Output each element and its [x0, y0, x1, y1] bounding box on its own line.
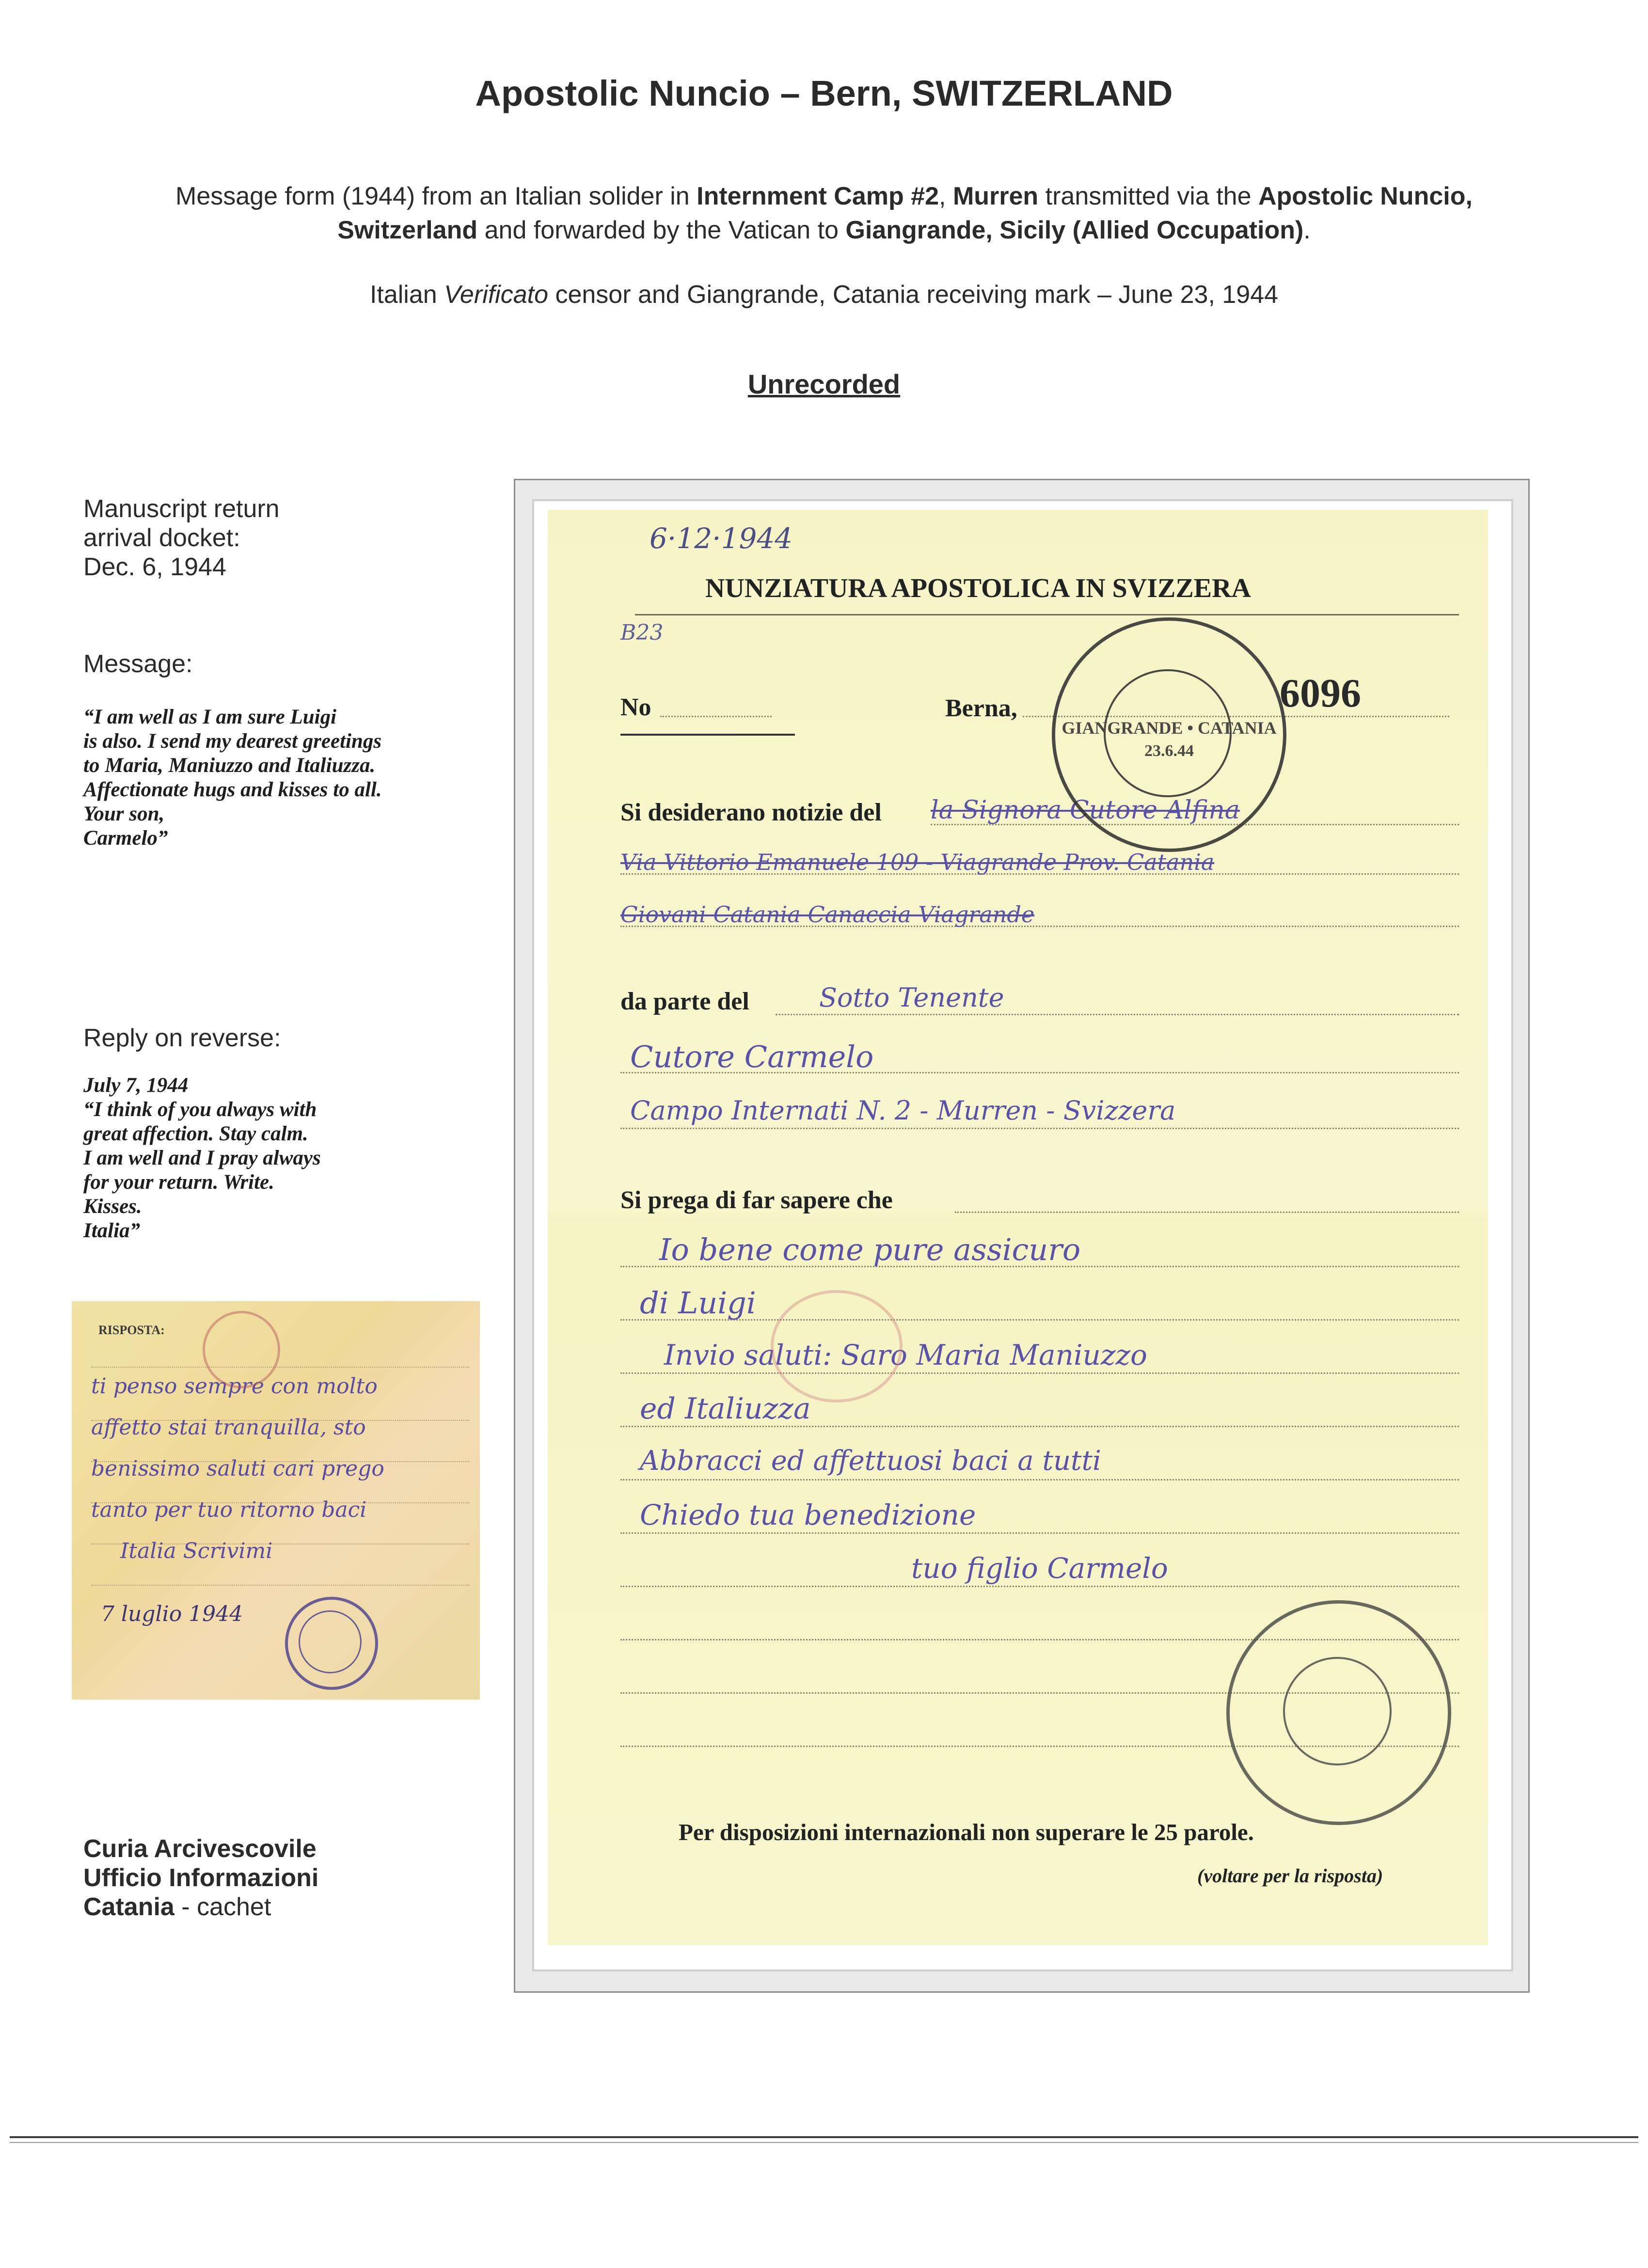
docket-date: 6·12·1944 [650, 522, 793, 555]
page-divider-shadow [10, 2142, 1638, 2143]
thumb-date: 7 luglio 1944 [101, 1602, 243, 1626]
reply-line: for your return. Write. [83, 1171, 274, 1194]
description-segment: Internment Camp #2 [697, 182, 939, 210]
thumb-curia-cachet [285, 1597, 378, 1690]
message-line-2: di Luigi [640, 1285, 756, 1321]
message-line-7: tuo figlio Carmelo [911, 1552, 1168, 1585]
thumb-line: Italia Scrivimi [120, 1539, 273, 1563]
curia-line-1: Curia Arcivescovile [83, 1835, 317, 1863]
message-translation [83, 705, 382, 850]
description-segment: and forwarded by the Vatican to [477, 216, 846, 244]
sender-rank: Sotto Tenente [819, 982, 1004, 1013]
reply-translation [83, 1073, 321, 1243]
message-line-1: Io bene come pure assicuro [659, 1232, 1081, 1267]
recipient-address-1: Via Vittorio Emanuele 109 - Viagrande Prov. Catania [620, 849, 1215, 875]
curia-line-2: Ufficio Informazioni [83, 1864, 319, 1892]
recipient-name: la Signora Cutore Alfina [931, 796, 1240, 825]
thumb-risposta-label: RISPOSTA: [98, 1323, 165, 1337]
page-divider [10, 2136, 1638, 2138]
description-segment: , [939, 182, 953, 210]
thumb-line: affetto stai tranquilla, sto [91, 1415, 366, 1440]
thumb-line: benissimo saluti cari prego [91, 1456, 384, 1481]
verificato-censor-mark [771, 1290, 903, 1402]
reply-line: Italia” [83, 1219, 141, 1242]
giangrande-postmark [1052, 617, 1286, 852]
form-heading: NUNZIATURA APOSTOLICA IN SVIZZERA [705, 573, 1251, 603]
form-number: 6096 [1280, 671, 1361, 716]
docket-note [83, 494, 280, 582]
description-line-1 [97, 182, 1551, 211]
reply-line: I am well and I pray always [83, 1147, 321, 1169]
message-line: “I am well as I am sure Luigi [83, 706, 337, 728]
thumb-line: tanto per tuo ritorno baci [91, 1497, 367, 1522]
docket-line: Manuscript return [83, 495, 280, 523]
docket-line: arrival docket: [83, 524, 240, 552]
da-parte-label: da parte del [620, 988, 749, 1015]
curia-caption [83, 1834, 318, 1922]
berna-label: Berna, [945, 694, 1017, 722]
thumb-line: ti penso sempre con molto [91, 1374, 378, 1399]
docket-line: Dec. 6, 1944 [83, 553, 226, 581]
reply-label: Reply on reverse: [83, 1024, 281, 1052]
description-line-2 [97, 216, 1551, 245]
thumb-faint-stamp [203, 1311, 280, 1388]
message-line-4: ed Italiuzza [640, 1392, 811, 1426]
description-segment: transmitted via the [1038, 182, 1258, 210]
description-segment: Switzerland [337, 216, 478, 244]
description-segment: Message form (1944) from an Italian solider in [175, 182, 697, 210]
curia-catania: Catania [83, 1893, 174, 1921]
prega-label: Si prega di far sapere che [620, 1186, 893, 1214]
message-line-5: Abbracci ed affettuosi baci a tutti [640, 1445, 1101, 1477]
message-label: Message: [83, 650, 193, 678]
message-line: Your son, [83, 803, 165, 825]
description-segment: Giangrande, Sicily (Allied Occupation) [845, 216, 1304, 244]
postmark-date: 23.6.44 [1144, 742, 1194, 760]
no-label: No [620, 693, 651, 721]
sender-camp: Campo Internati N. 2 - Murren - Svizzera [630, 1095, 1176, 1126]
notizie-label: Si desiderano notizie del [620, 799, 882, 826]
reverse-side-image [72, 1301, 480, 1700]
reference-mark: B23 [620, 620, 664, 645]
description-line-3 [0, 280, 1648, 309]
voltare-note: (voltare per la risposta) [1197, 1865, 1383, 1887]
recipient-address-2: Giovani Catania Canaccia Viagrande [620, 901, 1035, 928]
postmark-text: GIANGRANDE • CATANIA [1062, 718, 1277, 738]
message-line: Carmelo” [83, 827, 168, 850]
unrecorded-heading: Unrecorded [747, 369, 901, 399]
bottom-postmark [1226, 1600, 1451, 1825]
curia-line-3 [83, 1892, 318, 1922]
message-line: to Maria, Maniuzzo and Italiuzza. [83, 754, 376, 777]
message-line: is also. I send my dearest greetings [83, 730, 382, 753]
sender-name: Cutore Carmelo [630, 1039, 874, 1074]
message-form [548, 510, 1488, 1945]
description-segment: Murren [952, 182, 1039, 210]
line3-prefix: Italian [369, 281, 444, 309]
description-segment: . [1303, 216, 1311, 244]
reply-line: “I think of you always with [83, 1098, 317, 1121]
page-title: Apostolic Nuncio – Bern, SWITZERLAND [475, 73, 1173, 113]
curia-cachet: - cachet [174, 1893, 271, 1921]
description-segment: Apostolic Nuncio, [1258, 182, 1473, 210]
reply-line: Kisses. [83, 1195, 142, 1218]
line3-suffix: censor and Giangrande, Catania receiving mark – June 23, 1944 [548, 281, 1279, 309]
message-line-6: Chiedo tua benedizione [640, 1498, 976, 1531]
message-line-3: Invio saluti: Saro Maria Maniuzzo [664, 1339, 1147, 1371]
reply-line: great affection. Stay calm. [83, 1122, 308, 1145]
line3-verificato: Verificato [444, 281, 548, 309]
message-line: Affectionate hugs and kisses to all. [83, 778, 382, 801]
word-limit-notice: Per disposizioni internazionali non superare le 25 parole. [679, 1819, 1254, 1845]
reply-line: July 7, 1944 [83, 1074, 189, 1097]
